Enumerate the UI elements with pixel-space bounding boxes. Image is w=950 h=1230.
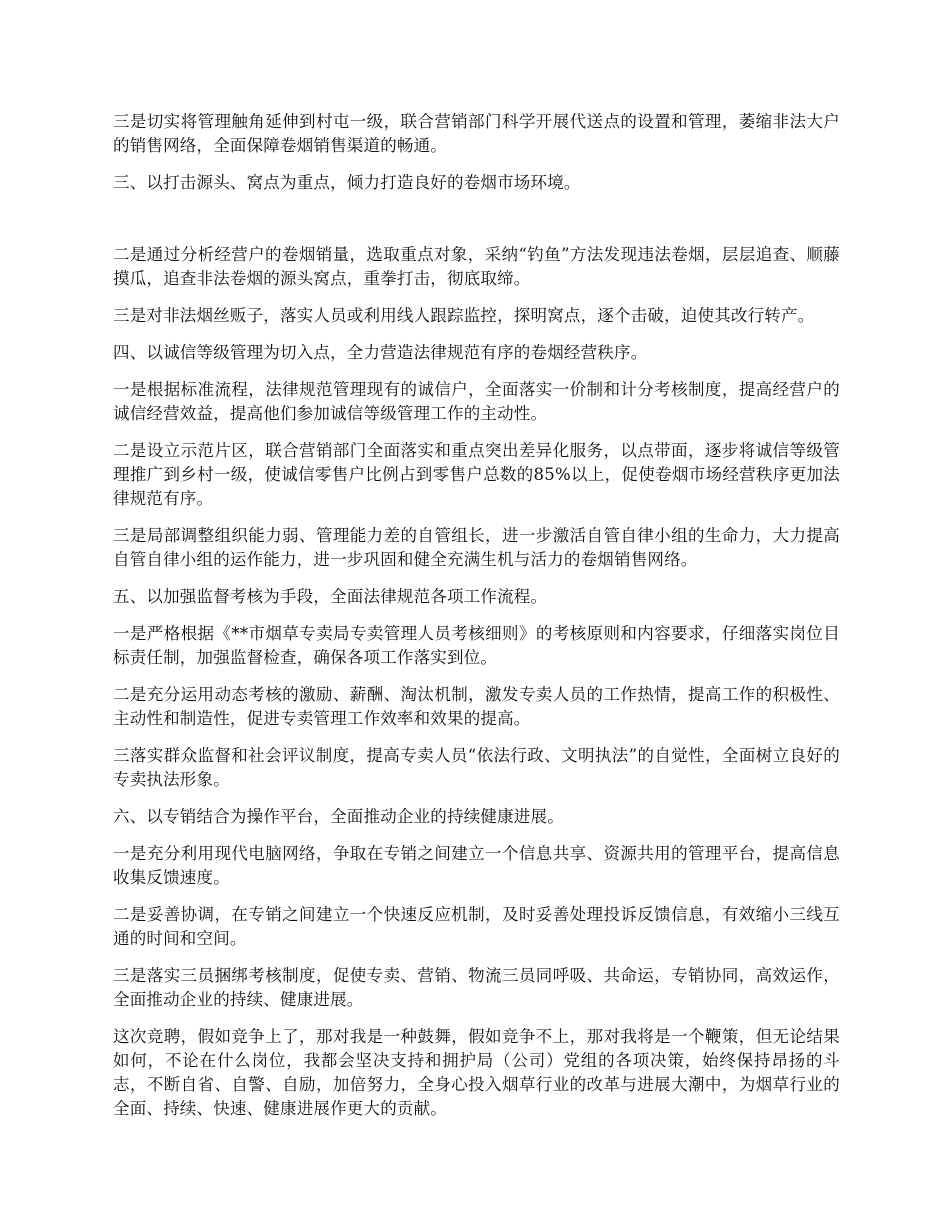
paragraph-1: 三是切实将管理触角延伸到村屯一级，联合营销部门科学开展代送点的设置和管理，萎缩非法大户的销售网络，全面保障卷烟销售渠道的畅通。 (113, 112, 840, 155)
paragraph-12: 三落实群众监督和社会评议制度，提高专卖人员“依法行政、文明执法”的自觉性，全面树立良好的专卖执法形象。 (113, 746, 840, 789)
closing-paragraph: 这次竞聘，假如竞争上了，那对我是一种鼓舞，假如竞争不上，那对我将是一个鞭策，但无论结果如何，不论在什么岗位，我都会坚决支持和拥护局（公司）党组的各项决策，始终保持昂扬的斗志，不断自省、自警、自励，加倍努力，全身心投入烟草行业的改革与进展大潮中，为烟草行业的全面、持续、快速、健康进展作更大的贡献。 (113, 1027, 840, 1118)
paragraph-11: 二是充分运用动态考核的激励、薪酬、淘汰机制，激发专卖人员的工作热情，提高工作的积极性、主动性和制造性，促进专卖管理工作效率和效果的提高。 (113, 685, 840, 728)
paragraph-16: 三是落实三员捆绑考核制度，促使专卖、营销、物流三员同呼吸、共命运，专销协同，高效运作，全面推动企业的持续、健康进展。 (113, 966, 840, 1009)
heading-section-6: 六、以专销结合为操作平台，全面推动企业的持续健康进展。 (113, 807, 564, 826)
paragraph-10: 一是严格根据《**市烟草专卖局专卖管理人员考核细则》的考核原则和内容要求，仔细落实岗位目标责任制，加强监督检查，确保各项工作落实到位。 (113, 624, 840, 667)
heading-section-3: 三、以打击源头、窝点为重点，倾力打造良好的卷烟市场环境。 (113, 173, 581, 192)
heading-section-4: 四、以诚信等级管理为切入点，全力营造法律规范有序的卷烟经营秩序。 (113, 343, 648, 362)
paragraph-3: 二是通过分析经营户的卷烟销量，选取重点对象，采纳“钓鱼”方法发现违法卷烟，层层追查、顺藤摸瓜，追查非法卷烟的源头窝点，重拳打击，彻底取缔。 (113, 245, 840, 288)
paragraph-6: 一是根据标准流程，法律规范管理现有的诚信户，全面落实一价制和计分考核制度，提高经营户的诚信经营效益，提高他们参加诚信等级管理工作的主动性。 (113, 380, 840, 423)
paragraph-8: 三是局部调整组织能力弱、管理能力差的自管组长，进一步激活自管自律小组的生命力，大力提高自管自律小组的运作能力，进一步巩固和健全充满生机与活力的卷烟销售网络。 (113, 526, 840, 569)
paragraph-15: 二是妥善协调，在专销之间建立一个快速反应机制，及时妥善处理投诉反馈信息，有效缩小三线互通的时间和空间。 (113, 905, 840, 948)
heading-section-5: 五、以加强监督考核为手段，全面法律规范各项工作流程。 (113, 587, 548, 606)
paragraph-14: 一是充分利用现代电脑网络，争取在专销之间建立一个信息共享、资源共用的管理平台，提高信息收集反馈速度。 (113, 844, 840, 887)
paragraph-4: 三是对非法烟丝贩子，落实人员或利用线人跟踪监控，探明窝点，逐个击破，迫使其改行转产。 (113, 306, 815, 325)
blank-gap (113, 208, 840, 243)
document-body (113, 110, 840, 1134)
paragraph-7: 二是设立示范片区，联合营销部门全面落实和重点突出差异化服务，以点带面，逐步将诚信等级管理推广到乡村一级，使诚信零售户比例占到零售户总数的85%以上，促使卷烟市场经营秩序更加法律规范有序。 (113, 441, 840, 508)
